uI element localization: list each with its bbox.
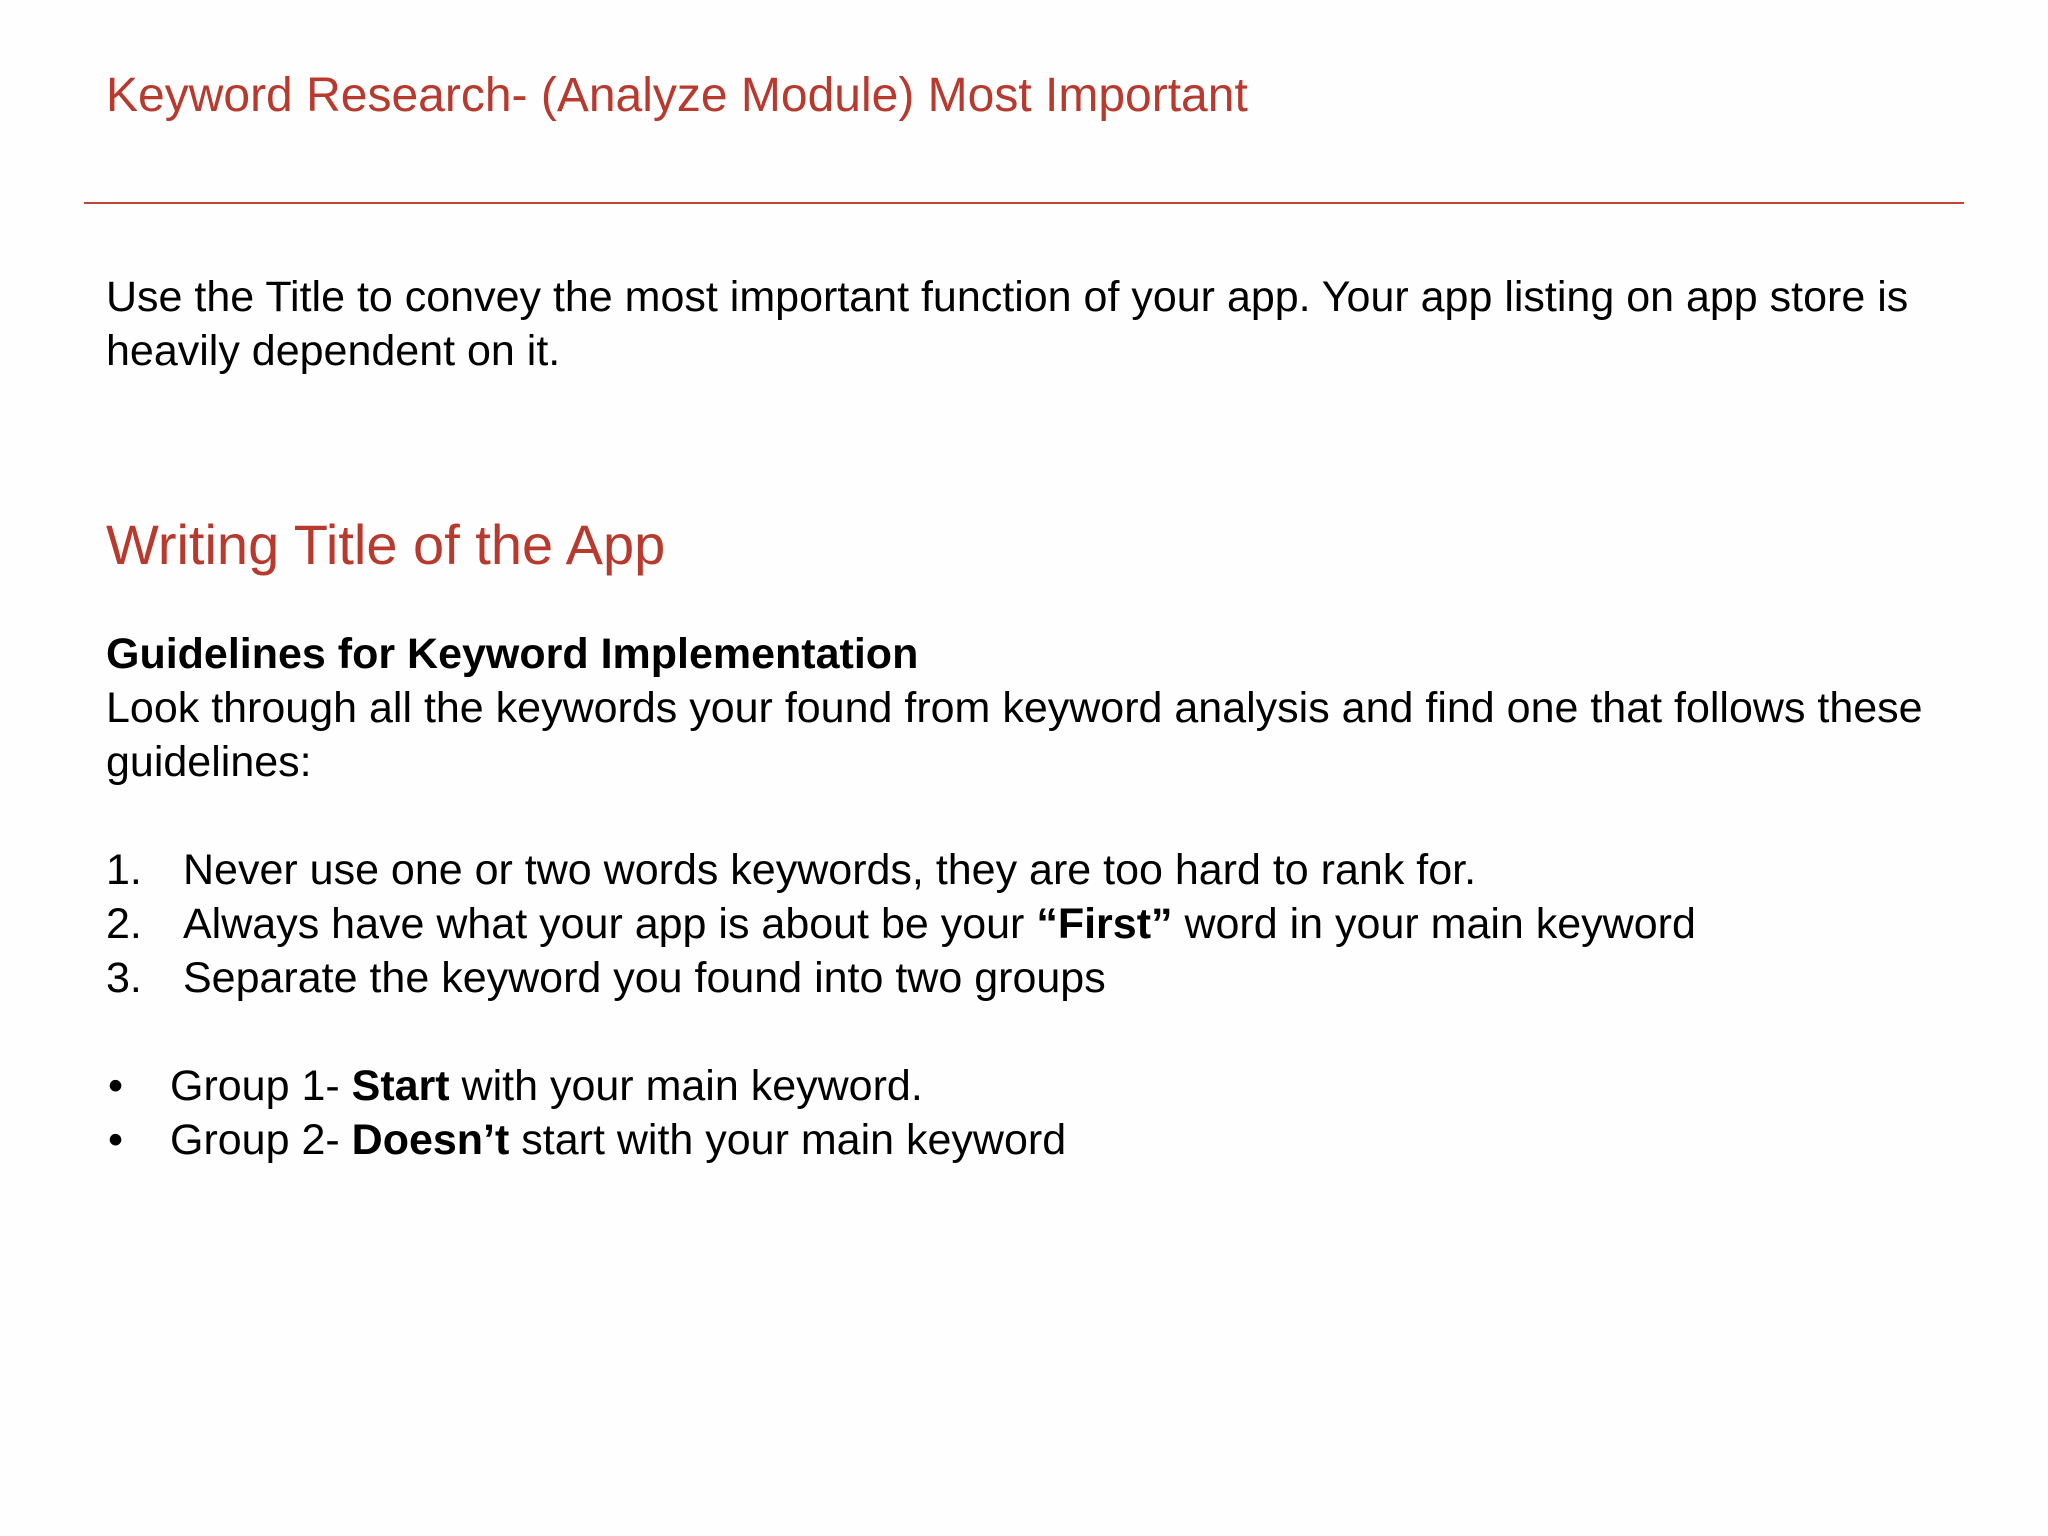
bullet-emphasis: Start bbox=[351, 1062, 450, 1110]
bullet-icon: • bbox=[108, 1062, 124, 1110]
numbered-list-item bbox=[106, 897, 1966, 951]
bullet-list bbox=[106, 1059, 1966, 1167]
list-number: 3. bbox=[106, 954, 142, 1002]
bullet-emphasis: Doesn’t bbox=[351, 1116, 510, 1164]
bullet-suffix: start with your main keyword bbox=[509, 1116, 1067, 1164]
guidelines-intro: Look through all the keywords your found from keyword analysis and find one that follows these guidelines: bbox=[106, 684, 1923, 786]
list-item-text-before: Always have what your app is about be your bbox=[183, 900, 1037, 948]
bullet-item-text bbox=[170, 1113, 1066, 1167]
guidelines-heading: Guidelines for Keyword Implementation bbox=[106, 630, 919, 678]
guidelines-block bbox=[106, 627, 1966, 1167]
list-item-text: Separate the keyword you found into two groups bbox=[183, 954, 1106, 1002]
title-divider bbox=[84, 202, 1964, 204]
list-item-text bbox=[183, 897, 1696, 951]
bullet-icon: • bbox=[108, 1116, 124, 1164]
list-number: 2. bbox=[106, 900, 142, 948]
intro-paragraph: Use the Title to convey the most important function of your app. Your app listing on app store is heavily dependent on it. bbox=[106, 273, 1909, 375]
numbered-list-item bbox=[106, 951, 1966, 1005]
bullet-prefix: Group 2- bbox=[170, 1116, 352, 1164]
bullet-item-text bbox=[170, 1059, 923, 1113]
list-item-text-after: word in your main keyword bbox=[1172, 900, 1696, 948]
bullet-prefix: Group 1- bbox=[170, 1062, 352, 1110]
list-item-emphasis: “First” bbox=[1036, 900, 1173, 948]
list-item-text: Never use one or two words keywords, they are too hard to rank for. bbox=[183, 846, 1477, 894]
numbered-list bbox=[106, 843, 1966, 1005]
bullet-list-item bbox=[106, 1113, 1966, 1167]
bullet-suffix: with your main keyword. bbox=[449, 1062, 923, 1110]
section-heading: Writing Title of the App bbox=[106, 513, 666, 576]
slide-title: Keyword Research- (Analyze Module) Most Important bbox=[106, 69, 1248, 122]
bullet-list-item bbox=[106, 1059, 1966, 1113]
numbered-list-item bbox=[106, 843, 1966, 897]
list-number: 1. bbox=[106, 846, 142, 894]
